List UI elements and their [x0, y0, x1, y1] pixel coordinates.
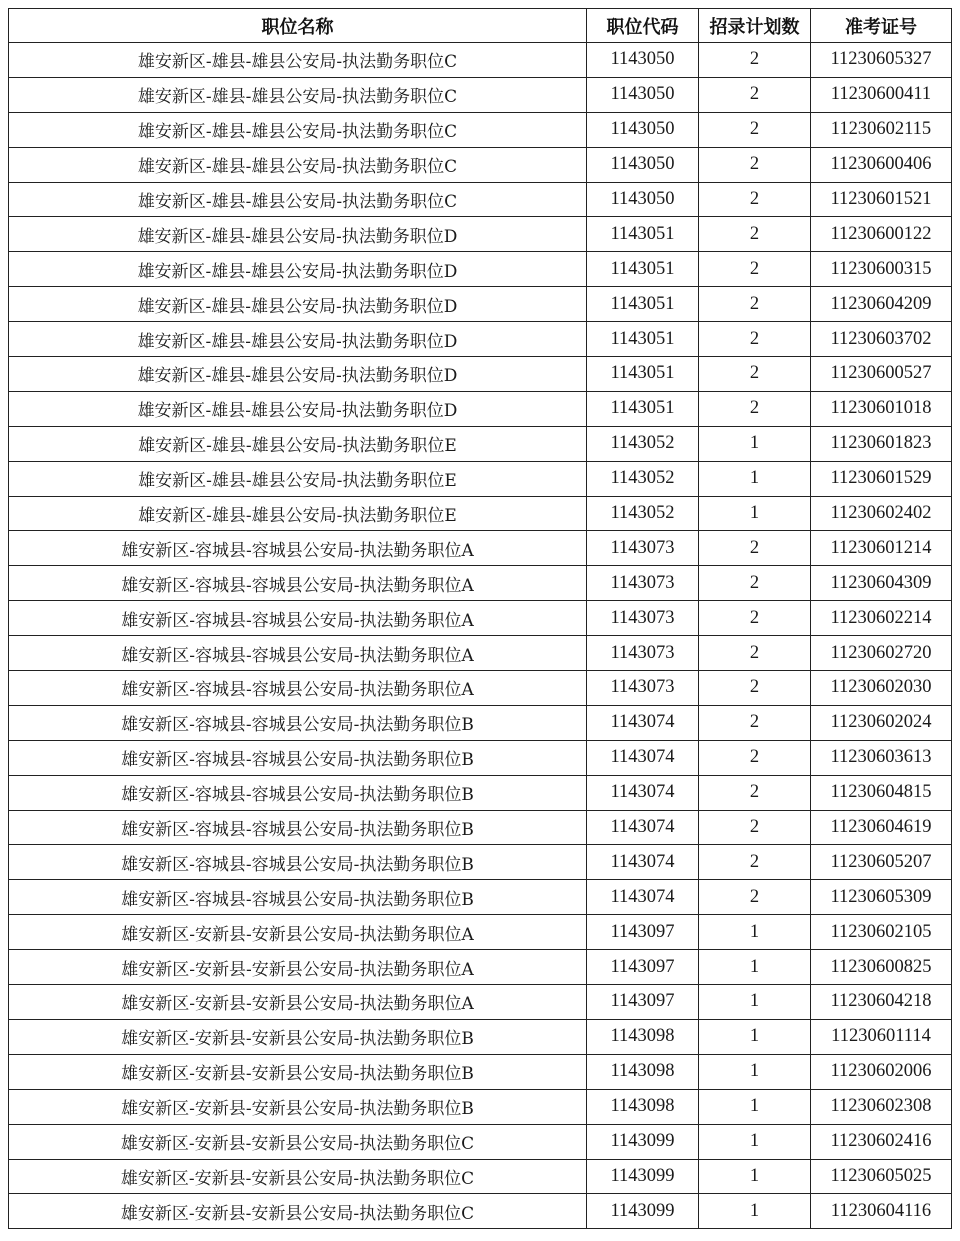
cell-position-name: 雄安新区-雄县-雄县公安局-执法勤务职位C: [9, 77, 587, 112]
cell-ticket-number: 11230602308: [811, 1089, 952, 1124]
cell-recruit-plan: 2: [699, 112, 811, 147]
cell-position-code: 1143051: [587, 357, 699, 392]
cell-position-code: 1143050: [587, 77, 699, 112]
cell-position-code: 1143097: [587, 915, 699, 950]
cell-position-code: 1143051: [587, 391, 699, 426]
cell-recruit-plan: 2: [699, 287, 811, 322]
cell-ticket-number: 11230601214: [811, 531, 952, 566]
cell-ticket-number: 11230605327: [811, 43, 952, 78]
cell-recruit-plan: 2: [699, 43, 811, 78]
table-row: [9, 461, 952, 496]
cell-position-name: 雄安新区-容城县-容城县公安局-执法勤务职位A: [9, 671, 587, 706]
table-row: [9, 426, 952, 461]
cell-ticket-number: 11230601521: [811, 182, 952, 217]
cell-position-name: 雄安新区-雄县-雄县公安局-执法勤务职位D: [9, 322, 587, 357]
cell-position-name: 雄安新区-容城县-容城县公安局-执法勤务职位B: [9, 775, 587, 810]
header-ticket-number: 准考证号: [811, 9, 952, 43]
cell-ticket-number: 11230603613: [811, 740, 952, 775]
cell-ticket-number: 11230605207: [811, 845, 952, 880]
cell-position-name: 雄安新区-安新县-安新县公安局-执法勤务职位B: [9, 1019, 587, 1054]
cell-position-name: 雄安新区-安新县-安新县公安局-执法勤务职位C: [9, 1194, 587, 1229]
cell-position-code: 1143052: [587, 426, 699, 461]
cell-position-name: 雄安新区-雄县-雄县公安局-执法勤务职位D: [9, 287, 587, 322]
table-row: [9, 182, 952, 217]
cell-ticket-number: 11230602024: [811, 705, 952, 740]
table-row: [9, 950, 952, 985]
cell-position-name: 雄安新区-容城县-容城县公安局-执法勤务职位A: [9, 531, 587, 566]
table-row: [9, 636, 952, 671]
cell-position-name: 雄安新区-安新县-安新县公安局-执法勤务职位A: [9, 985, 587, 1020]
cell-recruit-plan: 1: [699, 985, 811, 1020]
cell-position-code: 1143098: [587, 1054, 699, 1089]
cell-recruit-plan: 2: [699, 322, 811, 357]
table-row: [9, 880, 952, 915]
cell-position-code: 1143050: [587, 112, 699, 147]
cell-recruit-plan: 1: [699, 950, 811, 985]
table-row: [9, 1159, 952, 1194]
table-row: [9, 845, 952, 880]
cell-position-code: 1143073: [587, 601, 699, 636]
cell-recruit-plan: 2: [699, 775, 811, 810]
table-row: [9, 671, 952, 706]
cell-position-code: 1143098: [587, 1089, 699, 1124]
cell-recruit-plan: 1: [699, 1194, 811, 1229]
cell-ticket-number: 11230604218: [811, 985, 952, 1020]
cell-position-name: 雄安新区-雄县-雄县公安局-执法勤务职位D: [9, 391, 587, 426]
cell-position-code: 1143099: [587, 1194, 699, 1229]
cell-recruit-plan: 1: [699, 915, 811, 950]
table-row: [9, 77, 952, 112]
table-row: [9, 1019, 952, 1054]
cell-recruit-plan: 2: [699, 671, 811, 706]
cell-ticket-number: 11230601823: [811, 426, 952, 461]
cell-position-code: 1143074: [587, 775, 699, 810]
cell-position-name: 雄安新区-容城县-容城县公安局-执法勤务职位B: [9, 880, 587, 915]
table-row: [9, 775, 952, 810]
cell-position-code: 1143051: [587, 322, 699, 357]
cell-position-code: 1143050: [587, 147, 699, 182]
cell-recruit-plan: 2: [699, 810, 811, 845]
cell-recruit-plan: 1: [699, 1159, 811, 1194]
cell-ticket-number: 11230604815: [811, 775, 952, 810]
cell-recruit-plan: 1: [699, 1089, 811, 1124]
cell-recruit-plan: 2: [699, 880, 811, 915]
cell-position-name: 雄安新区-雄县-雄县公安局-执法勤务职位C: [9, 182, 587, 217]
cell-ticket-number: 11230602402: [811, 496, 952, 531]
cell-position-code: 1143050: [587, 182, 699, 217]
cell-ticket-number: 11230604116: [811, 1194, 952, 1229]
table-row: [9, 915, 952, 950]
table-row: [9, 496, 952, 531]
cell-recruit-plan: 1: [699, 496, 811, 531]
cell-position-name: 雄安新区-安新县-安新县公安局-执法勤务职位B: [9, 1089, 587, 1124]
cell-recruit-plan: 2: [699, 566, 811, 601]
cell-recruit-plan: 2: [699, 182, 811, 217]
cell-position-name: 雄安新区-安新县-安新县公安局-执法勤务职位C: [9, 1124, 587, 1159]
cell-ticket-number: 11230602720: [811, 636, 952, 671]
cell-position-code: 1143051: [587, 252, 699, 287]
cell-position-name: 雄安新区-安新县-安新县公安局-执法勤务职位C: [9, 1159, 587, 1194]
cell-position-name: 雄安新区-容城县-容城县公安局-执法勤务职位A: [9, 636, 587, 671]
cell-position-name: 雄安新区-容城县-容城县公安局-执法勤务职位A: [9, 566, 587, 601]
table-row: [9, 147, 952, 182]
cell-ticket-number: 11230602214: [811, 601, 952, 636]
cell-recruit-plan: 2: [699, 357, 811, 392]
cell-recruit-plan: 2: [699, 147, 811, 182]
cell-recruit-plan: 1: [699, 1124, 811, 1159]
table-row: [9, 43, 952, 78]
cell-recruit-plan: 1: [699, 426, 811, 461]
cell-position-name: 雄安新区-雄县-雄县公安局-执法勤务职位D: [9, 252, 587, 287]
cell-ticket-number: 11230600411: [811, 77, 952, 112]
cell-recruit-plan: 2: [699, 217, 811, 252]
cell-position-name: 雄安新区-雄县-雄县公安局-执法勤务职位C: [9, 43, 587, 78]
cell-position-code: 1143099: [587, 1159, 699, 1194]
table-row: [9, 1089, 952, 1124]
cell-position-name: 雄安新区-雄县-雄县公安局-执法勤务职位D: [9, 217, 587, 252]
cell-position-name: 雄安新区-容城县-容城县公安局-执法勤务职位B: [9, 705, 587, 740]
table-row: [9, 531, 952, 566]
cell-ticket-number: 11230605025: [811, 1159, 952, 1194]
table-row: [9, 740, 952, 775]
cell-ticket-number: 11230605309: [811, 880, 952, 915]
cell-position-code: 1143073: [587, 671, 699, 706]
cell-position-name: 雄安新区-安新县-安新县公安局-执法勤务职位A: [9, 915, 587, 950]
cell-position-code: 1143050: [587, 43, 699, 78]
cell-ticket-number: 11230603702: [811, 322, 952, 357]
cell-position-name: 雄安新区-安新县-安新县公安局-执法勤务职位A: [9, 950, 587, 985]
cell-position-name: 雄安新区-安新县-安新县公安局-执法勤务职位B: [9, 1054, 587, 1089]
header-row: [9, 9, 952, 43]
cell-position-name: 雄安新区-雄县-雄县公安局-执法勤务职位D: [9, 357, 587, 392]
cell-position-code: 1143074: [587, 880, 699, 915]
cell-position-code: 1143074: [587, 845, 699, 880]
results-table: [8, 8, 952, 1229]
table-row: [9, 810, 952, 845]
cell-ticket-number: 11230604309: [811, 566, 952, 601]
cell-position-code: 1143097: [587, 950, 699, 985]
cell-ticket-number: 11230604209: [811, 287, 952, 322]
header-position-code: 职位代码: [587, 9, 699, 43]
cell-position-name: 雄安新区-容城县-容城县公安局-执法勤务职位B: [9, 740, 587, 775]
cell-position-name: 雄安新区-雄县-雄县公安局-执法勤务职位C: [9, 147, 587, 182]
table-row: [9, 322, 952, 357]
table-row: [9, 112, 952, 147]
cell-recruit-plan: 2: [699, 740, 811, 775]
cell-position-code: 1143073: [587, 566, 699, 601]
cell-ticket-number: 11230600825: [811, 950, 952, 985]
table-row: [9, 252, 952, 287]
cell-ticket-number: 11230602115: [811, 112, 952, 147]
cell-ticket-number: 11230602030: [811, 671, 952, 706]
cell-position-code: 1143052: [587, 496, 699, 531]
cell-recruit-plan: 1: [699, 1019, 811, 1054]
cell-position-name: 雄安新区-容城县-容城县公安局-执法勤务职位B: [9, 845, 587, 880]
cell-position-code: 1143074: [587, 705, 699, 740]
table-row: [9, 566, 952, 601]
cell-recruit-plan: 2: [699, 601, 811, 636]
cell-recruit-plan: 2: [699, 705, 811, 740]
table-row: [9, 357, 952, 392]
cell-ticket-number: 11230602006: [811, 1054, 952, 1089]
table-row: [9, 601, 952, 636]
cell-position-code: 1143099: [587, 1124, 699, 1159]
cell-position-code: 1143051: [587, 217, 699, 252]
header-recruit-plan: 招录计划数: [699, 9, 811, 43]
cell-recruit-plan: 2: [699, 77, 811, 112]
cell-position-code: 1143052: [587, 461, 699, 496]
cell-ticket-number: 11230600315: [811, 252, 952, 287]
cell-position-name: 雄安新区-容城县-容城县公安局-执法勤务职位B: [9, 810, 587, 845]
cell-position-code: 1143051: [587, 287, 699, 322]
table-header: [9, 9, 952, 43]
cell-recruit-plan: 2: [699, 391, 811, 426]
cell-recruit-plan: 2: [699, 636, 811, 671]
cell-ticket-number: 11230601114: [811, 1019, 952, 1054]
table-body: [9, 43, 952, 1229]
cell-ticket-number: 11230601529: [811, 461, 952, 496]
cell-ticket-number: 11230600122: [811, 217, 952, 252]
table-row: [9, 985, 952, 1020]
cell-position-name: 雄安新区-雄县-雄县公安局-执法勤务职位E: [9, 496, 587, 531]
table-row: [9, 1124, 952, 1159]
header-position-name: 职位名称: [9, 9, 587, 43]
cell-recruit-plan: 2: [699, 531, 811, 566]
cell-position-name: 雄安新区-雄县-雄县公安局-执法勤务职位E: [9, 461, 587, 496]
table-row: [9, 1194, 952, 1229]
table-row: [9, 391, 952, 426]
table-row: [9, 705, 952, 740]
cell-ticket-number: 11230600406: [811, 147, 952, 182]
cell-ticket-number: 11230601018: [811, 391, 952, 426]
cell-ticket-number: 11230600527: [811, 357, 952, 392]
cell-position-code: 1143098: [587, 1019, 699, 1054]
cell-ticket-number: 11230604619: [811, 810, 952, 845]
cell-position-name: 雄安新区-容城县-容城县公安局-执法勤务职位A: [9, 601, 587, 636]
cell-recruit-plan: 2: [699, 845, 811, 880]
table-row: [9, 1054, 952, 1089]
table-row: [9, 217, 952, 252]
cell-ticket-number: 11230602105: [811, 915, 952, 950]
cell-position-name: 雄安新区-雄县-雄县公安局-执法勤务职位C: [9, 112, 587, 147]
cell-position-code: 1143074: [587, 740, 699, 775]
cell-position-code: 1143074: [587, 810, 699, 845]
cell-recruit-plan: 2: [699, 252, 811, 287]
cell-position-code: 1143073: [587, 531, 699, 566]
cell-position-code: 1143073: [587, 636, 699, 671]
cell-position-name: 雄安新区-雄县-雄县公安局-执法勤务职位E: [9, 426, 587, 461]
cell-recruit-plan: 1: [699, 1054, 811, 1089]
cell-position-code: 1143097: [587, 985, 699, 1020]
cell-recruit-plan: 1: [699, 461, 811, 496]
table-row: [9, 287, 952, 322]
cell-ticket-number: 11230602416: [811, 1124, 952, 1159]
